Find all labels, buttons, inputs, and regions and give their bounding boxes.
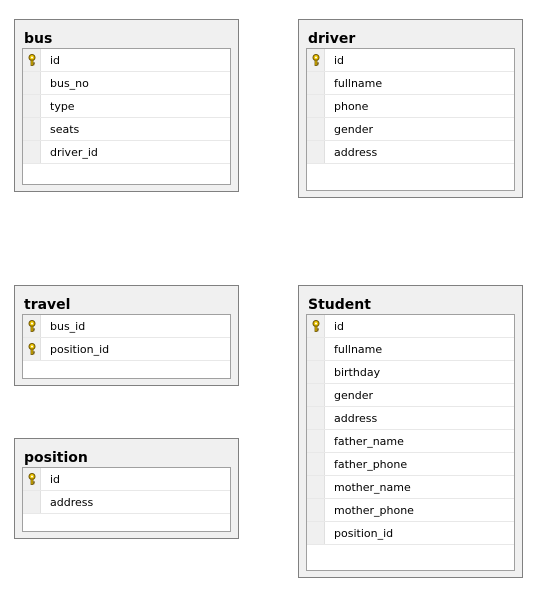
row-gutter [307,118,325,140]
table-title: Student [308,297,371,313]
table-driver[interactable] [298,19,523,198]
column-row[interactable] [23,72,230,95]
row-gutter [23,468,41,490]
column-name: address [50,495,94,509]
column-name: gender [334,388,373,402]
column-list [306,314,515,571]
column-name: seats [50,122,80,136]
column-row[interactable] [307,49,514,72]
table-title: position [24,450,88,466]
column-name: position_id [334,526,394,540]
column-name: type [50,99,75,113]
column-row[interactable] [23,315,230,338]
column-name: id [334,319,345,333]
table-bus[interactable] [14,19,239,192]
column-name: fullname [334,76,383,90]
column-name: fullname [334,342,383,356]
row-gutter [23,491,41,513]
column-name: id [50,472,61,486]
column-name: id [334,53,345,67]
column-name: driver_id [50,145,98,159]
table-travel[interactable] [14,285,239,386]
key-icon [27,54,37,66]
column-row[interactable] [307,430,514,453]
column-row[interactable] [307,338,514,361]
column-row[interactable] [307,72,514,95]
column-row[interactable] [307,499,514,522]
table-title: bus [24,31,53,47]
row-gutter [307,361,325,383]
row-gutter [307,453,325,475]
column-name: mother_phone [334,503,414,517]
column-name: phone [334,99,369,113]
column-row[interactable] [23,338,230,361]
row-gutter [23,49,41,71]
key-icon [27,320,37,332]
column-name: father_phone [334,457,408,471]
column-list [22,467,231,532]
row-gutter [23,72,41,94]
column-name: gender [334,122,373,136]
column-name: address [334,145,378,159]
row-gutter [23,315,41,337]
row-gutter [23,141,41,163]
row-gutter [307,95,325,117]
column-row[interactable] [23,95,230,118]
column-row[interactable] [23,141,230,164]
row-gutter [307,430,325,452]
column-list [22,48,231,185]
row-gutter [307,141,325,163]
column-list [306,48,515,191]
key-icon [27,343,37,355]
row-gutter [307,49,325,71]
column-row[interactable] [23,468,230,491]
row-gutter [23,95,41,117]
table-position[interactable] [14,438,239,539]
row-gutter [23,118,41,140]
table-title: travel [24,297,71,313]
column-row[interactable] [307,118,514,141]
column-row[interactable] [307,384,514,407]
column-row[interactable] [307,315,514,338]
row-gutter [307,384,325,406]
row-gutter [307,407,325,429]
row-gutter [307,338,325,360]
column-name: address [334,411,378,425]
column-row[interactable] [307,95,514,118]
key-icon [311,54,321,66]
column-row[interactable] [23,49,230,72]
row-gutter [307,499,325,521]
column-name: mother_name [334,480,411,494]
column-row[interactable] [23,118,230,141]
row-gutter [307,476,325,498]
column-row[interactable] [307,141,514,164]
column-name: position_id [50,342,110,356]
column-name: bus_no [50,76,89,90]
column-row[interactable] [307,407,514,430]
column-row[interactable] [307,361,514,384]
key-icon [311,320,321,332]
column-name: id [50,53,61,67]
column-name: father_name [334,434,404,448]
table-title: driver [308,31,356,47]
row-gutter [23,338,41,360]
row-gutter [307,522,325,544]
row-gutter [307,72,325,94]
column-row[interactable] [307,476,514,499]
row-gutter [307,315,325,337]
column-name: bus_id [50,319,86,333]
column-row[interactable] [307,453,514,476]
column-row[interactable] [23,491,230,514]
column-name: birthday [334,365,381,379]
column-list [22,314,231,379]
table-student[interactable] [298,285,523,578]
key-icon [27,473,37,485]
column-row[interactable] [307,522,514,545]
